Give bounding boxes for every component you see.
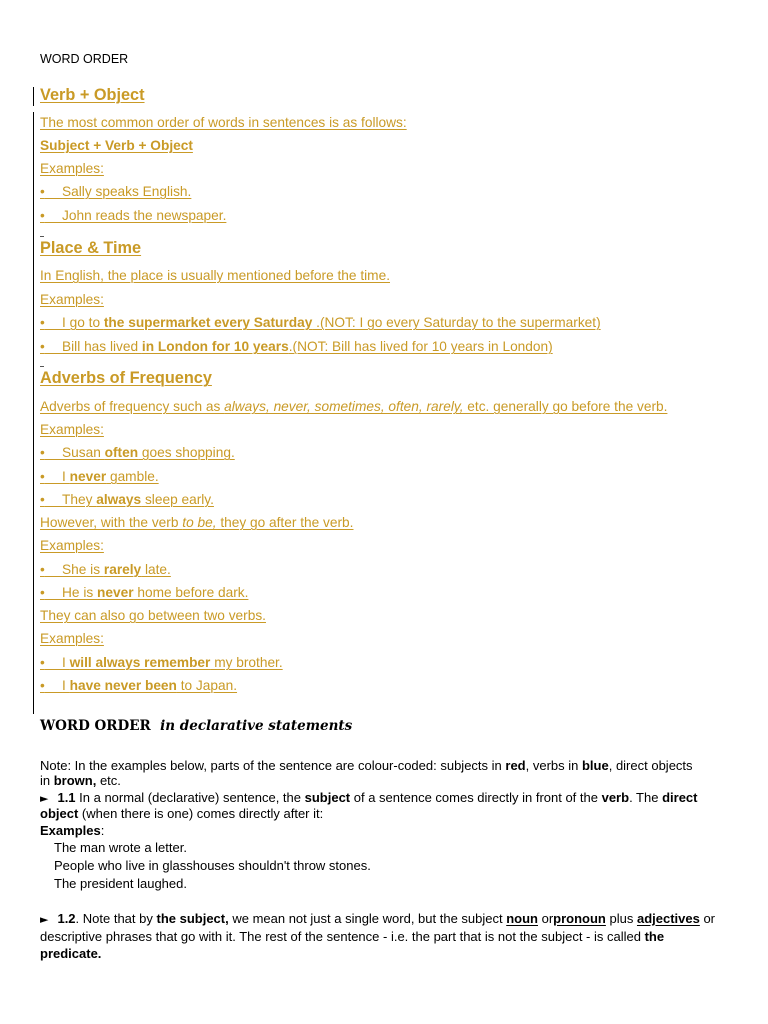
- bullet-spacing: [45, 562, 62, 577]
- example-item: [40, 184, 191, 200]
- bullet-icon: •: [40, 655, 45, 670]
- point-1-2-line: [40, 946, 101, 962]
- note-emphasis: brown,: [53, 773, 97, 788]
- term-pronoun: pronoun: [553, 911, 606, 926]
- example-emphasis: never: [97, 585, 134, 600]
- word-order-pattern: Subject + Verb + Object: [40, 138, 193, 153]
- example-text: goes shopping.: [138, 445, 235, 460]
- example-item: [40, 562, 171, 578]
- paragraph-mark: [40, 236, 44, 237]
- intro-text: Adverbs of frequency such as: [40, 399, 225, 414]
- arrow-icon: ►: [40, 913, 49, 926]
- example-item: [40, 678, 237, 694]
- intro-emphasis: always, never, sometimes, often, rarely,: [224, 399, 464, 414]
- point-number: 1.2: [57, 911, 76, 926]
- note-emphasis: blue: [581, 758, 609, 773]
- point-text: In a normal (declarative) sentence, the: [75, 790, 305, 805]
- example-text: sleep early.: [141, 492, 214, 507]
- example-text: He is: [62, 585, 98, 600]
- example-text: Sally speaks English.: [62, 184, 192, 199]
- revision-bar: [33, 112, 34, 714]
- section-heading-adverbs: Adverbs of Frequency: [40, 369, 212, 387]
- point-emphasis: the subject,: [156, 911, 229, 926]
- document-title: WORD ORDER: [40, 52, 129, 66]
- example-emphasis: in London for 10 years: [141, 339, 289, 354]
- colour-note-line: [40, 758, 693, 774]
- example-item: [40, 445, 235, 461]
- example-text: .(NOT: Bill has lived for 10 years in London): [288, 339, 553, 354]
- example-item: [40, 339, 553, 355]
- note-text: etc.: [96, 773, 121, 788]
- example-emphasis: have never been: [69, 678, 177, 693]
- bullet-spacing: [45, 492, 62, 507]
- declarative-heading: [40, 716, 352, 736]
- bullet-icon: •: [40, 492, 45, 507]
- example-text: They: [62, 492, 97, 507]
- examples-label: Examples:: [40, 422, 104, 437]
- example-text: I: [62, 678, 70, 693]
- bullet-icon: •: [40, 339, 45, 354]
- example-sentence: People who live in glasshouses shouldn't throw stones.: [54, 858, 371, 873]
- point-text: . Note that by: [75, 911, 157, 926]
- point-text: we mean not just a single word, but the subject: [228, 911, 507, 926]
- examples-label: Examples:: [40, 631, 104, 646]
- note-text: Note: In the examples below, parts of the sentence are colour-coded: subjects in: [40, 758, 506, 773]
- note-text: in: [40, 773, 54, 788]
- example-sentence: The man wrote a letter.: [54, 840, 187, 855]
- point-1-2-line: [40, 929, 664, 945]
- paragraph-mark: [40, 366, 44, 367]
- bullet-icon: •: [40, 678, 45, 693]
- example-item: [40, 208, 226, 224]
- bullet-spacing: [45, 469, 62, 484]
- intro-text: etc. generally go before the verb.: [463, 399, 668, 414]
- example-text: John reads the newspaper.: [62, 208, 227, 223]
- note-text: , direct objects: [608, 758, 693, 773]
- point-number: 1.1: [57, 790, 76, 805]
- revision-bar: [33, 87, 34, 106]
- example-sentence: The president laughed.: [54, 876, 187, 891]
- bullet-spacing: [45, 585, 62, 600]
- point-emphasis: direct: [662, 790, 698, 805]
- example-emphasis: never: [69, 469, 107, 484]
- note-emphasis: to be,: [182, 515, 217, 530]
- section-heading-place-time: Place & Time: [40, 239, 142, 257]
- point-emphasis: object: [40, 806, 79, 821]
- example-text: Bill has lived: [62, 339, 142, 354]
- term-noun: noun: [506, 911, 538, 926]
- example-text: late.: [141, 562, 171, 577]
- point-emphasis: subject: [304, 790, 351, 805]
- example-item: [40, 315, 601, 331]
- example-text: to Japan.: [176, 678, 238, 693]
- note-emphasis: red: [505, 758, 526, 773]
- point-text: plus: [605, 911, 637, 926]
- point-emphasis: the: [644, 929, 665, 944]
- bullet-spacing: [45, 315, 62, 330]
- adverbs-intro: [40, 399, 667, 415]
- point-1-2-line: [40, 911, 715, 928]
- bullet-spacing: [45, 445, 62, 460]
- colour-note-line: [40, 773, 121, 789]
- examples-heading: [40, 823, 104, 839]
- bullet-icon: •: [40, 469, 45, 484]
- example-text: gamble.: [106, 469, 159, 484]
- verb-object-intro: The most common order of words in sentences is as follows:: [40, 115, 407, 130]
- examples-label: Examples:: [40, 161, 104, 176]
- examples-heading-colon: :: [100, 823, 105, 838]
- examples-label: Examples:: [40, 292, 104, 307]
- example-text: Susan: [62, 445, 105, 460]
- bullet-icon: •: [40, 208, 45, 223]
- example-text: I: [62, 655, 70, 670]
- heading-emphasis: in declarative statements: [160, 718, 353, 734]
- point-emphasis: predicate.: [40, 946, 102, 961]
- section-heading-verb-object: Verb + Object: [40, 86, 145, 104]
- point-emphasis: verb: [601, 790, 630, 805]
- example-text: I: [62, 469, 70, 484]
- example-text: my brother.: [210, 655, 283, 670]
- bullet-icon: •: [40, 184, 45, 199]
- bullet-icon: •: [40, 445, 45, 460]
- place-time-intro: In English, the place is usually mentioned before the time.: [40, 268, 390, 283]
- bullet-icon: •: [40, 315, 45, 330]
- example-item: [40, 585, 248, 601]
- point-1-1-line: [40, 806, 323, 822]
- bullet-spacing: [45, 184, 62, 199]
- example-emphasis: rarely: [103, 562, 142, 577]
- example-item: [40, 492, 214, 508]
- example-item: [40, 469, 159, 485]
- arrow-icon: ►: [40, 792, 49, 805]
- bullet-icon: •: [40, 562, 45, 577]
- example-text: home before dark.: [133, 585, 249, 600]
- bullet-spacing: [45, 655, 62, 670]
- note-text: they go after the verb.: [216, 515, 354, 530]
- example-emphasis: often: [104, 445, 139, 460]
- point-text: . The: [629, 790, 663, 805]
- point-text: of a sentence comes directly in front of the: [350, 790, 602, 805]
- term-adjectives: adjectives: [636, 911, 700, 926]
- point-text: (when there is one) comes directly after it:: [78, 806, 324, 821]
- bullet-icon: •: [40, 585, 45, 600]
- example-emphasis: the supermarket every Saturday: [103, 315, 313, 330]
- two-verbs-note: They can also go between two verbs.: [40, 608, 266, 623]
- example-text: She is: [62, 562, 104, 577]
- example-emphasis: will always remember: [69, 655, 211, 670]
- bullet-spacing: [45, 339, 62, 354]
- note-text: , verbs in: [525, 758, 582, 773]
- point-text: or: [538, 911, 554, 926]
- examples-label: Examples:: [40, 538, 104, 553]
- heading-text: WORD ORDER: [40, 718, 151, 734]
- example-emphasis: always: [96, 492, 142, 507]
- to-be-note: [40, 515, 353, 531]
- point-text: or: [699, 911, 716, 926]
- point-text: descriptive phrases that go with it. The rest of the sentence - i.e. the part that is not the subject - is called: [40, 929, 645, 944]
- bullet-spacing: [45, 678, 62, 693]
- example-text: .(NOT: I go every Saturday to the supermarket): [312, 315, 601, 330]
- bullet-spacing: [45, 208, 62, 223]
- example-text: I go to: [62, 315, 104, 330]
- note-text: However, with the verb: [40, 515, 183, 530]
- point-1-1-line: [40, 790, 697, 807]
- example-item: [40, 655, 283, 671]
- examples-heading-text: Examples: [40, 823, 101, 838]
